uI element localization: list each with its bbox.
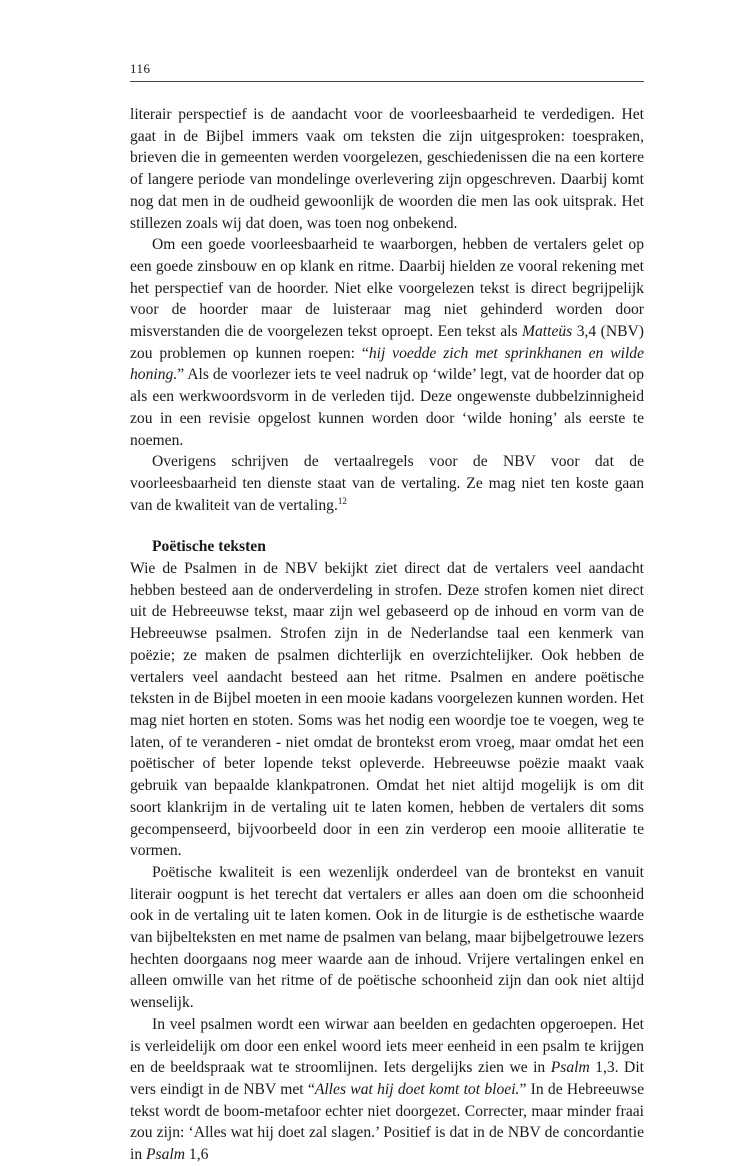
paragraph-6-text-c: ” In de Hebreeuwse tekst wordt de boom-metafoor echter niet doorgezet. Correcter, maar minder fraai zou zijn: ‘Alles wat hij doet zal slagen.’ Positief is dat in de NBV de concordantie in — [130, 1080, 644, 1164]
body-text — [130, 104, 644, 1166]
paragraph-6 — [130, 1014, 644, 1166]
paragraph-4: Wie de Psalmen in de NBV bekijkt ziet direct dat de vertalers veel aandacht hebben besteed aan de onderverdeling in strofen. Deze strofen komen niet direct uit de Hebreeuwse tekst, maar zijn wel gebaseerd op de inhoud en vorm van de Hebreeuwse psalmen. Strofen zijn in de Nederlandse taal een kenmerk van poëzie; ze maken de psalmen dichterlijk en overzichtelijker. Ook hebben de vertalers veel aandacht besteed aan het ritme. Psalmen en andere poëtische teksten in de Bijbel moeten in een mooie kadans voorgelezen kunnen worden. Het mag niet horten en stoten. Soms was het nodig een woordje toe te voegen, weg te laten, of te veranderen - niet omdat de brontekst erom vroeg, maar omdat het een poëtischer of beter lopende tekst opleverde. Hebreeuwse poëzie maakt vaak gebruik van bepaalde klankpatronen. Omdat het niet altijd mogelijk is om dit soort klankrijm in de vertaling uit te laten komen, hebben de vertalers dit soms gecompenseerd, bijvoorbeeld door in een zin verderop een mooie alliteratie te vormen. — [130, 560, 644, 860]
paragraph-2-text-b: 3,4 (NBV) zou problemen op kunnen roepen: “ — [130, 323, 644, 362]
bible-reference: Psalm — [550, 1059, 590, 1077]
paragraph-3-text: Overigens schrijven de vertaalregels voor de NBV voor dat de voorleesbaarheid ten dienste staat van de vertaling. Ze mag niet ten koste gaan van de kwaliteit van de vertaling. — [130, 453, 644, 514]
running-header — [130, 60, 644, 82]
paragraph-2 — [130, 234, 644, 451]
bible-quote: Alles wat hij doet komt tot bloei. — [314, 1080, 520, 1098]
section-heading: Poëtische teksten — [152, 538, 266, 556]
paragraph-3 — [130, 451, 644, 516]
bible-reference: Matteüs — [522, 323, 573, 341]
bible-quote: hij voedde zich met sprinkhanen en wilde honing. — [130, 344, 644, 384]
paragraph-2-text-c: ” Als de voorlezer iets te veel nadruk op ‘wilde’ legt, vat de hoorder dat op als een werkwoordsvorm in de verleden tijd. Deze ongewenste dubbelzinnigheid zou in een revisie opgelost kunnen worden door ‘wilde honing’ als eerste te noemen. — [130, 366, 644, 449]
paragraph-6-text-a: In veel psalmen wordt een wirwar aan beelden en gedachten opgeroepen. Het is verleidelijk om door een enkel woord iets meer eenheid in een psalm te krijgen en de beeldspraak wat te stroomlijnen. Iets dergelijks zien we in — [130, 1015, 644, 1077]
paragraph-1: literair perspectief is de aandacht voor de voorleesbaarheid te verdedigen. Het gaat in de Bijbel immers vaak om teksten die zijn uitgesproken: toespraken, brieven die in gemeenten werden voorgelezen, geschiedenissen die na een kortere of langere periode van mondelinge overlevering zijn opgeschreven. Daarbij komt nog dat men in de oudheid gewoonlijk de woorden die men las ook uitsprak. Het stillezen zoals wij dat doen, was toen nog onbekend. — [130, 106, 644, 232]
paragraph-5: Poëtische kwaliteit is een wezenlijk onderdeel van de brontekst en vanuit literair oogpunt is het terecht dat vertalers er alles aan doen om die schoonheid ook in de vertaling uit te laten komen. Ook in de liturgie is de esthetische waarde van bijbelteksten en met name de psalmen van belang, maar bijbelgetrouwe lezers hechten doorgaans nog meer waarde aan de inhoud. Vrijere vertalingen enkel en alleen omwille van het ritme of de poëtische schoonheid zijn dan ook niet altijd wenselijk. — [130, 863, 644, 1012]
paragraph-6-text-d: 1,6 — [185, 1146, 209, 1164]
page-number: 116 — [130, 61, 151, 76]
paragraph-6-text-b: 1,3. Dit vers eindigt in de NBV met “ — [130, 1059, 644, 1098]
bible-reference: Psalm — [146, 1146, 186, 1164]
paragraph-2-text-a: Om een goede voorleesbaarheid te waarborgen, hebben de vertalers gelet op een goede zinsbouw en op klank en ritme. Daarbij hielden ze vooral rekening met het perspectief van de hoorder. Niet elke voorgelezen tekst is direct begrijpelijk voor de hoorder maar de luisteraar mag niet gehinderd worden door misverstanden die de voorgelezen tekst oproept. Een tekst als — [130, 236, 644, 341]
footnote-marker[interactable]: 12 — [337, 495, 347, 506]
